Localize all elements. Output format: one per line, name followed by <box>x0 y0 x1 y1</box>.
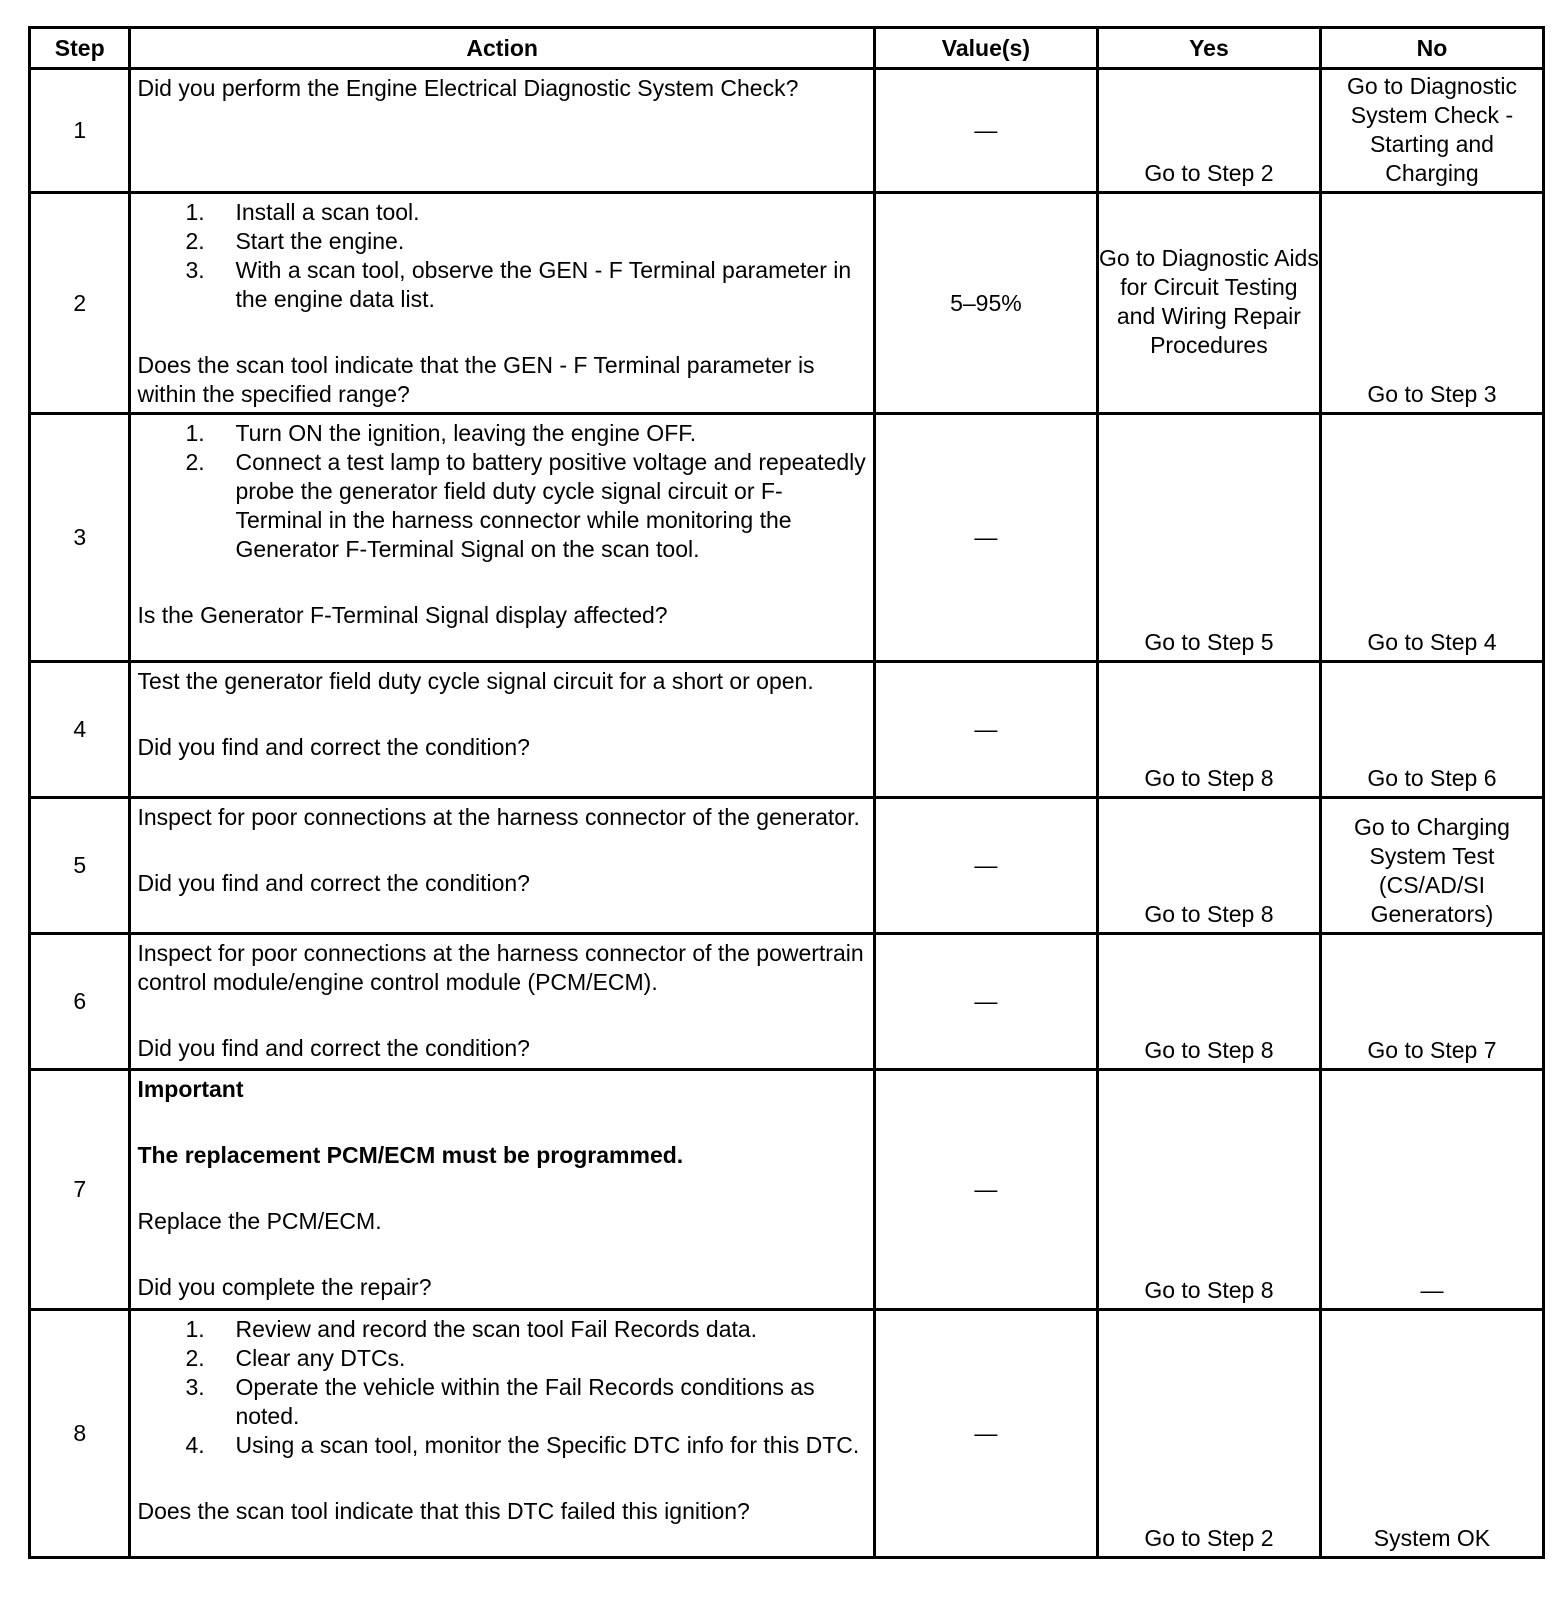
list-item: 4. Using a scan tool, monitor the Specific DTC info for this DTC. <box>185 1432 860 1458</box>
action-cell <box>130 69 874 193</box>
step-number: 6 <box>30 934 130 1070</box>
action-text: Inspect for poor connections at the harness connector of the powertrain control module/engine control module (PCM/ECM). <box>137 940 864 995</box>
no-cell: Go to Step 3 <box>1320 193 1543 414</box>
table-row <box>30 934 1544 1070</box>
step-number: 1 <box>30 69 130 193</box>
table-row <box>30 193 1544 414</box>
diagnostic-table <box>28 26 1545 1559</box>
no-cell: Go to Charging System Test (CS/AD/SI Generators) <box>1320 798 1543 934</box>
yes-cell: Go to Step 8 <box>1097 662 1320 798</box>
action-cell <box>130 662 874 798</box>
yes-cell: Go to Step 2 <box>1097 69 1320 193</box>
action-cell <box>130 798 874 934</box>
header-row <box>30 28 1544 69</box>
action-cell <box>130 193 874 414</box>
list-item: 3. Operate the vehicle within the Fail Records conditions as noted. <box>185 1374 815 1429</box>
list-item: 3. With a scan tool, observe the GEN - F Terminal parameter in the engine data list. <box>185 257 852 312</box>
value-cell: — <box>874 1310 1097 1558</box>
yes-cell: Go to Step 8 <box>1097 934 1320 1070</box>
no-cell: Go to Step 7 <box>1320 934 1543 1070</box>
yes-cell: Go to Step 5 <box>1097 414 1320 662</box>
value-cell: — <box>874 1070 1097 1310</box>
action-cell <box>130 1070 874 1310</box>
value-cell: — <box>874 414 1097 662</box>
table-row <box>30 69 1544 193</box>
action-cell <box>130 934 874 1070</box>
action-list <box>137 419 866 564</box>
value-cell: — <box>874 69 1097 193</box>
yes-cell: Go to Step 8 <box>1097 1070 1320 1310</box>
step-number: 7 <box>30 1070 130 1310</box>
no-cell: — <box>1320 1070 1543 1310</box>
action-text: Replace the PCM/ECM. <box>137 1208 382 1234</box>
table-row <box>30 1070 1544 1310</box>
list-item: 2. Start the engine. <box>185 228 405 254</box>
step-number: 5 <box>30 798 130 934</box>
value-cell: — <box>874 662 1097 798</box>
no-cell: Go to Diagnostic System Check - Starting and Charging <box>1320 69 1543 193</box>
step-number: 2 <box>30 193 130 414</box>
action-text: Inspect for poor connections at the harness connector of the generator. <box>137 804 860 830</box>
action-text: Test the generator field duty cycle signal circuit for a short or open. <box>137 668 814 694</box>
important-label: Important <box>137 1076 244 1102</box>
table-row <box>30 1310 1544 1558</box>
yes-cell: Go to Step 8 <box>1097 798 1320 934</box>
action-question: Did you complete the repair? <box>137 1274 432 1300</box>
list-item: 1. Install a scan tool. <box>185 199 420 225</box>
list-item: 2. Connect a test lamp to battery positive voltage and repeatedly probe the generator field duty cycle signal circuit or F- Terminal in the harness connector while monitoring the Generator F-Terminal Signal on the scan tool. <box>185 449 866 562</box>
action-question: Did you find and correct the condition? <box>137 734 530 760</box>
yes-cell: Go to Step 2 <box>1097 1310 1320 1558</box>
action-question: Does the scan tool indicate that the GEN - F Terminal parameter is within the specified range? <box>137 352 815 407</box>
no-cell: System OK <box>1320 1310 1543 1558</box>
table-row <box>30 662 1544 798</box>
header-values: Value(s) <box>874 28 1097 69</box>
table-row <box>30 798 1544 934</box>
no-cell: Go to Step 6 <box>1320 662 1543 798</box>
list-item: 2. Clear any DTCs. <box>185 1345 406 1371</box>
action-text: Did you perform the Engine Electrical Diagnostic System Check? <box>137 75 799 101</box>
action-question: Did you find and correct the condition? <box>137 1035 530 1061</box>
header-yes: Yes <box>1097 28 1320 69</box>
header-action: Action <box>130 28 874 69</box>
action-list <box>137 1315 866 1460</box>
list-item: 1. Turn ON the ignition, leaving the engine OFF. <box>185 420 697 446</box>
action-cell <box>130 1310 874 1558</box>
action-question: Does the scan tool indicate that this DTC failed this ignition? <box>137 1498 750 1524</box>
action-question: Did you find and correct the condition? <box>137 870 530 896</box>
action-question: Is the Generator F-Terminal Signal display affected? <box>137 602 668 628</box>
yes-cell: Go to Diagnostic Aids for Circuit Testing and Wiring Repair Procedures <box>1097 193 1320 414</box>
step-number: 4 <box>30 662 130 798</box>
list-item: 1. Review and record the scan tool Fail Records data. <box>185 1316 758 1342</box>
header-step: Step <box>30 28 130 69</box>
header-no: No <box>1320 28 1543 69</box>
value-cell: — <box>874 798 1097 934</box>
table-row <box>30 414 1544 662</box>
no-cell: Go to Step 4 <box>1320 414 1543 662</box>
value-cell: — <box>874 934 1097 1070</box>
action-cell <box>130 414 874 662</box>
action-list <box>137 198 866 314</box>
important-note: The replacement PCM/ECM must be programmed. <box>137 1142 684 1168</box>
step-number: 8 <box>30 1310 130 1558</box>
value-cell: 5–95% <box>874 193 1097 414</box>
step-number: 3 <box>30 414 130 662</box>
